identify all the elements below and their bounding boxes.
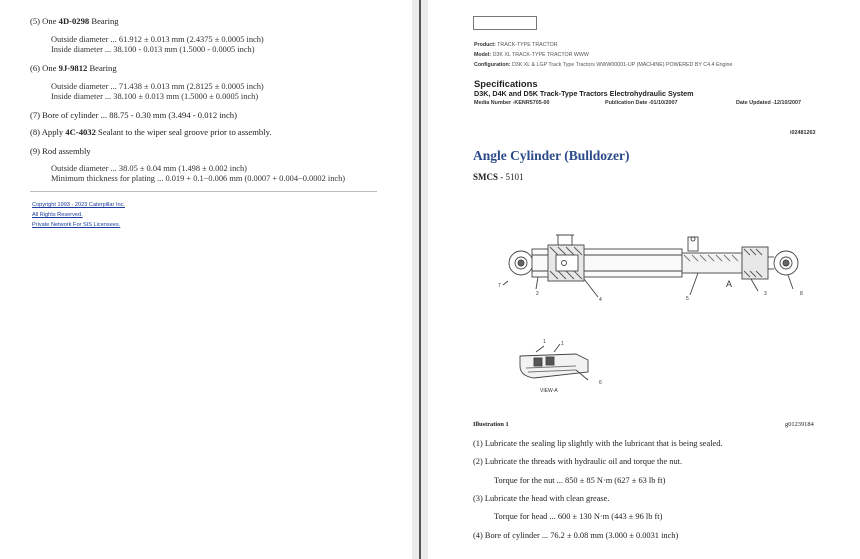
specifications-subtitle: D3K, D4K and D5K Track-Type Tractors Electrohydraulic System [474, 89, 694, 98]
model-line: Model: D3K XL TRACK-TYPE TRACTOR WWW [474, 52, 589, 58]
section-6-line-2: Inside diameter ... 38.100 ± 0.013 mm (1.5000 ± 0.0005 inch) [51, 92, 259, 101]
section-9-line-2: Minimum thickness for plating ... 0.019 + 0.1−0.006 mm (0.0007 + 0.004−0.0002 inch) [51, 174, 346, 183]
smcs-code: SMCS - 5101 [473, 172, 524, 182]
header-logo-box [473, 16, 537, 30]
left-page [0, 0, 412, 559]
section-8-title: (8) Apply 4C-4032 Sealant to the wiper seal groove prior to assembly. [30, 127, 272, 137]
illustration-caption: Illustration 1 [473, 421, 509, 428]
right-page [428, 0, 860, 559]
section-5-line-2: Inside diameter ... 38.100 - 0.013 mm (1.5000 - 0.0005 inch) [51, 45, 255, 54]
callout-7: 7 [498, 283, 501, 289]
view-a-label: VIEW-A [540, 388, 558, 394]
media-number: Media Number -KENR5705-00 [474, 100, 550, 106]
callout-3: 3 [764, 291, 767, 297]
section-5-title: (5) One 4D-0298 Bearing [30, 16, 119, 26]
step-4: (4) Bore of cylinder ... 76.2 ± 0.08 mm (3.000 ± 0.0031 inch) [473, 531, 679, 540]
section-6-title: (6) One 9J-9812 Bearing [30, 63, 117, 73]
configuration-line: Configuration: D3K XL & LGP Track Type Tractors WWW00001-UP (MACHINE) POWERED BY C4.4 Engine [474, 62, 733, 68]
section-9-title: (9) Rod assembly [30, 146, 91, 156]
view-callout-1b: 1 [561, 341, 564, 347]
step-2-torque: Torque for the nut ... 850 ± 85 N·m (627 ± 63 lb ft) [494, 476, 666, 485]
section-9-line-1: Outside diameter ... 38.05 ± 0.04 mm (1.498 ± 0.002 inch) [51, 164, 247, 173]
section-7-title: (7) Bore of cylinder ... 88.75 - 0.30 mm (3.494 - 0.012 inch) [30, 110, 237, 120]
callout-5: 5 [686, 296, 689, 302]
copyright-link[interactable]: Copyright 1993 - 2023 Caterpillar Inc. [32, 202, 125, 208]
section-6-line-1: Outside diameter ... 71.438 ± 0.013 mm (2.8125 ± 0.0005 inch) [51, 82, 264, 91]
view-callout-1a: 1 [543, 339, 546, 345]
callout-4: 4 [599, 297, 602, 303]
rights-link[interactable]: All Rights Reserved. [32, 212, 83, 218]
page-divider [419, 0, 421, 559]
document-id: i02481263 [790, 130, 816, 136]
step-2: (2) Lubricate the threads with hydraulic oil and torque the nut. [473, 457, 683, 466]
callout-2: 2 [536, 291, 539, 297]
callout-8: 8 [800, 291, 803, 297]
view-callout-6: 6 [599, 380, 602, 386]
page-title: Angle Cylinder (Bulldozer) [473, 148, 630, 163]
publication-date: Publication Date -01/10/2007 [605, 100, 678, 106]
step-3: (3) Lubricate the head with clean grease. [473, 494, 610, 503]
step-3-torque: Torque for head ... 600 ± 130 N·m (443 ± 96 lb ft) [494, 512, 663, 521]
callout-A: A [726, 279, 733, 289]
footer-divider [30, 191, 377, 192]
product-line: Product: TRACK-TYPE TRACTOR [474, 42, 558, 48]
step-1: (1) Lubricate the sealing lip slightly with the lubricant that is being sealed. [473, 439, 723, 448]
section-5-line-1: Outside diameter ... 61.912 ± 0.013 mm (2.4375 ± 0.0005 inch) [51, 35, 264, 44]
specifications-title: Specifications [474, 78, 538, 89]
private-network-link[interactable]: Private Network For SIS Licensees. [32, 222, 121, 228]
view-a-detail-illustration [516, 340, 606, 388]
date-updated: Date Updated -12/10/2007 [736, 100, 802, 106]
illustration-id: g01239184 [785, 421, 814, 428]
